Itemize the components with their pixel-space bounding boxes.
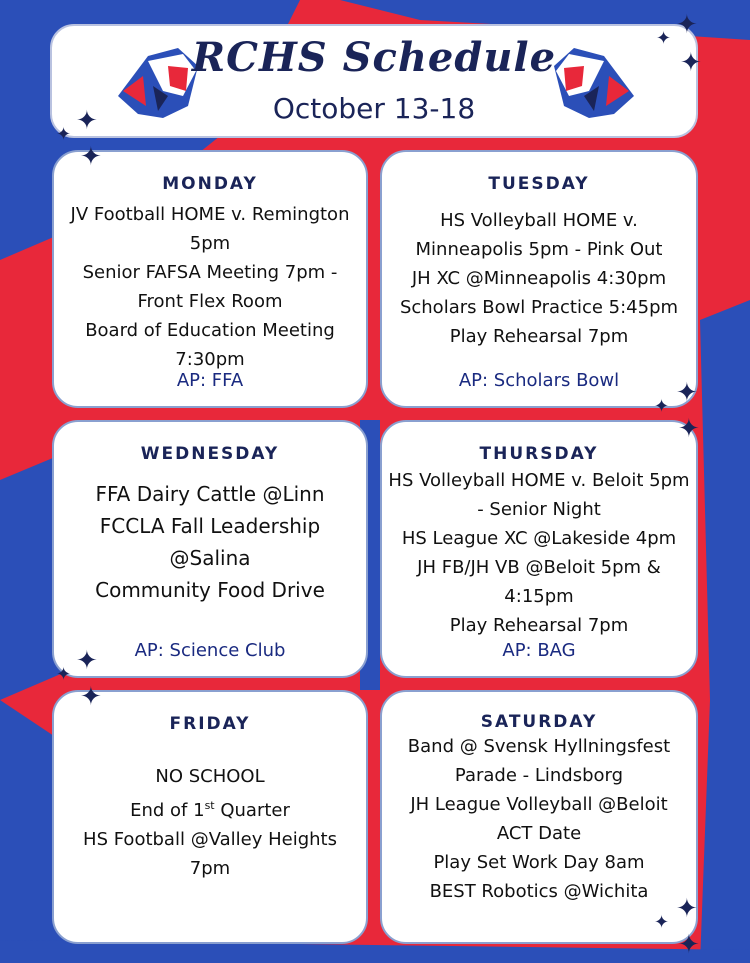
- date-range: October 13-18: [272, 92, 476, 125]
- event-line: JV Football HOME v. Remington: [70, 204, 350, 225]
- event-line: JH FB/JH VB @Beloit 5pm &: [417, 557, 661, 578]
- event-line: HS League XC @Lakeside 4pm: [401, 528, 677, 549]
- day-heading: SATURDAY: [480, 712, 598, 732]
- sparkle-icon: ✦: [76, 646, 98, 676]
- ap-label: AP: Scholars Bowl: [458, 370, 620, 391]
- monday-card: [52, 150, 368, 408]
- friday-card: [52, 690, 368, 944]
- sparkle-icon: ✦: [680, 48, 702, 78]
- event-line: JH XC @Minneapolis 4:30pm: [411, 268, 667, 289]
- event-list: [388, 206, 690, 351]
- event-line: Play Rehearsal 7pm: [449, 615, 629, 636]
- event-line: Parade - Lindsborg: [454, 765, 624, 786]
- event-list: [60, 200, 360, 374]
- event-line: Scholars Bowl Practice 5:45pm: [399, 297, 679, 318]
- event-line: HS Volleyball HOME v. Beloit 5pm: [388, 470, 690, 491]
- event-line: Play Rehearsal 7pm: [449, 326, 629, 347]
- event-line: 7pm: [189, 858, 231, 879]
- ap-label: AP: Science Club: [134, 640, 286, 661]
- sparkle-icon: ✦: [656, 28, 672, 49]
- sparkle-icon: ✦: [654, 396, 670, 417]
- sparkle-icon: ✦: [76, 106, 98, 136]
- sparkle-icon: ✦: [678, 414, 700, 444]
- sparkle-icon: ✦: [676, 10, 698, 40]
- event-line: HS Football @Valley Heights: [83, 829, 337, 850]
- event-line: NO SCHOOL: [155, 766, 265, 787]
- sparkle-icon: ✦: [80, 682, 102, 712]
- sparkle-icon: ✦: [676, 378, 698, 408]
- event-line: End of 1st Quarter: [130, 799, 290, 821]
- event-line: JH League Volleyball @Beloit: [410, 794, 668, 815]
- ap-label: AP: BAG: [502, 640, 576, 661]
- event-list: [388, 732, 690, 906]
- day-heading: WEDNESDAY: [140, 444, 280, 464]
- thursday-card: [380, 420, 698, 678]
- day-heading: TUESDAY: [488, 174, 590, 194]
- sparkle-icon: ✦: [56, 124, 72, 145]
- saturday-card: [380, 690, 698, 944]
- event-line: - Senior Night: [477, 499, 601, 520]
- event-line: Senior FAFSA Meeting 7pm -: [82, 262, 338, 283]
- event-line: Community Food Drive: [95, 578, 325, 602]
- tuesday-card: [380, 150, 698, 408]
- sparkle-icon: ✦: [80, 142, 102, 172]
- event-line: Play Set Work Day 8am: [433, 852, 645, 873]
- sparkle-icon: ✦: [56, 664, 72, 685]
- sparkle-icon: ✦: [676, 894, 698, 924]
- event-line: @Salina: [169, 546, 251, 570]
- day-heading: MONDAY: [162, 174, 258, 194]
- event-line: Band @ Svensk Hyllningsfest: [407, 736, 671, 757]
- event-list: [60, 762, 360, 883]
- event-line: HS Volleyball HOME v.: [440, 210, 638, 231]
- event-line: FFA Dairy Cattle @Linn: [95, 482, 325, 506]
- event-line: Board of Education Meeting: [85, 320, 335, 341]
- event-list: [388, 466, 690, 640]
- event-line: BEST Robotics @Wichita: [429, 881, 649, 902]
- ap-label: AP: FFA: [176, 370, 244, 391]
- event-line: Front Flex Room: [137, 291, 283, 312]
- event-line: 5pm: [189, 233, 231, 254]
- bison-logo-icon: [544, 36, 644, 126]
- header-card: [50, 24, 698, 138]
- event-line: FCCLA Fall Leadership: [99, 514, 321, 538]
- event-line: 4:15pm: [504, 586, 574, 607]
- event-list: [60, 478, 360, 606]
- event-line: 7:30pm: [175, 349, 245, 370]
- day-heading: FRIDAY: [169, 714, 251, 734]
- day-heading: THURSDAY: [479, 444, 599, 464]
- event-line: ACT Date: [496, 823, 582, 844]
- wednesday-card: [52, 420, 368, 678]
- page-title: RCHS Schedule: [191, 34, 557, 81]
- sparkle-icon: ✦: [678, 930, 700, 960]
- sparkle-icon: ✦: [654, 912, 670, 933]
- event-line: Minneapolis 5pm - Pink Out: [415, 239, 663, 260]
